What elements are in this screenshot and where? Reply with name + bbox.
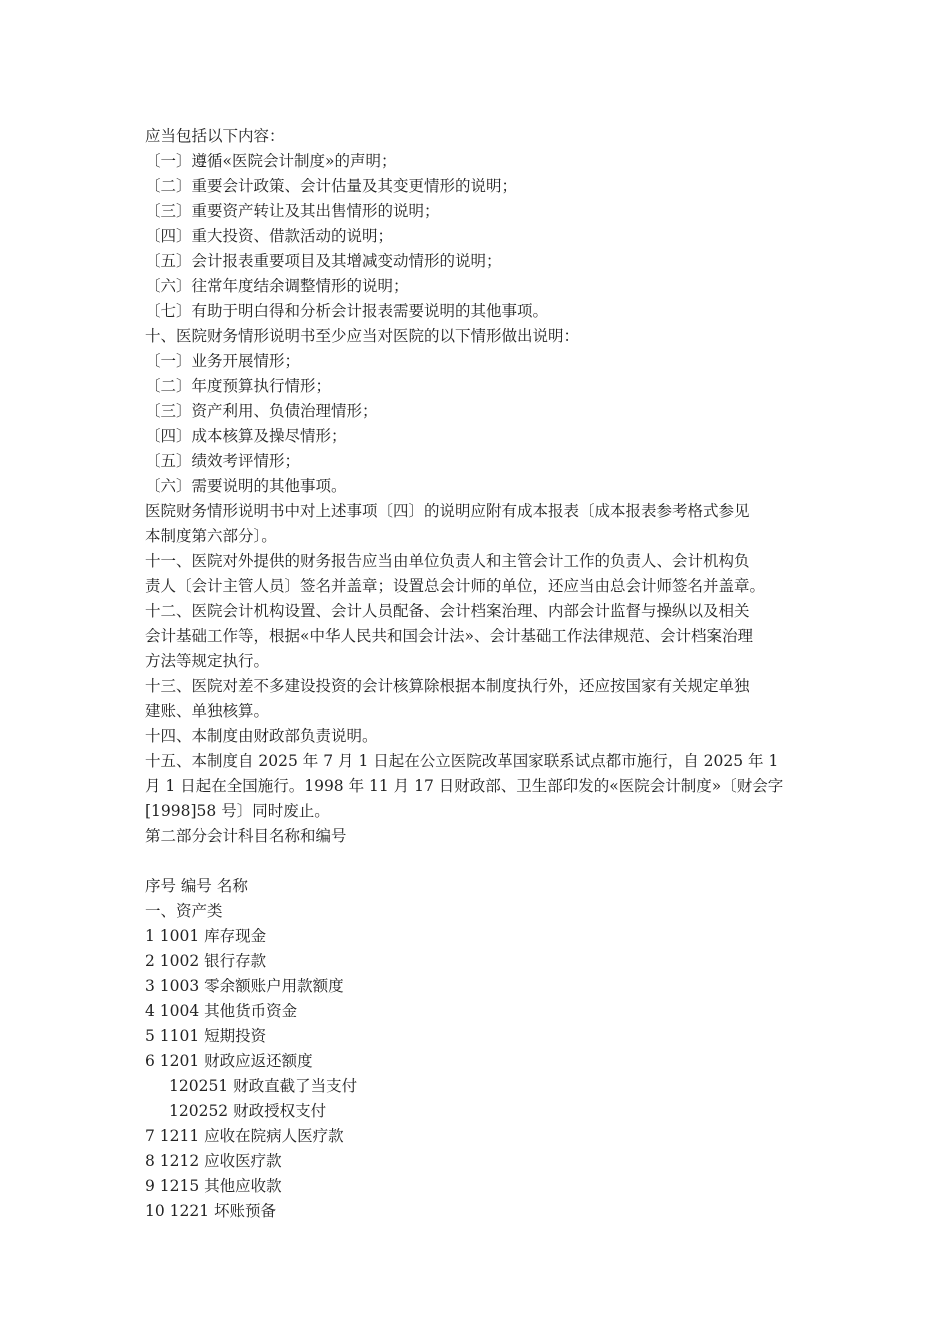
text-line: 2 1002 银行存款 xyxy=(145,952,267,970)
text-line: [1998]58 号〕同时废止。 xyxy=(145,802,330,820)
text-line: 〔五〕绩效考评情形； xyxy=(145,452,301,470)
text-line: 〔二〕年度预算执行情形； xyxy=(145,377,332,395)
text-line: 〔一〕遵循«医院会计制度»的声明； xyxy=(145,152,397,170)
text-line: 责人〔会计主管人员〕签名并盖章；设置总会计师的单位，还应当由总会计师签名并盖章。 xyxy=(145,577,766,595)
text-line: 医院财务情形说明书中对上述事项〔四〕的说明应附有成本报表〔成本报表参考格式参见 xyxy=(145,502,750,520)
text-line: 序号 编号 名称 xyxy=(145,877,248,895)
text-line: 〔六〕需要说明的其他事项。 xyxy=(145,477,347,495)
text-line: 本制度第六部分〕。 xyxy=(145,527,277,545)
text-line: 〔二〕重要会计政策、会计估量及其变更情形的说明； xyxy=(145,177,518,195)
document-body xyxy=(145,124,810,1224)
text-line: 月 1 日起在全国施行。1998 年 11 月 17 日财政部、卫生部印发的«医院会计制度»〔财会字 xyxy=(145,777,784,795)
text-line: 第二部分会计科目名称和编号 xyxy=(145,827,347,845)
text-line: 十一、医院对外提供的财务报告应当由单位负责人和主管会计工作的负责人、会计机构负 xyxy=(145,552,750,570)
text-line: 〔四〕成本核算及操尽情形； xyxy=(145,427,347,445)
text-line: 〔五〕会计报表重要项目及其增减变动情形的说明； xyxy=(145,252,502,270)
text-line: 7 1211 应收在院病人医疗款 xyxy=(145,1127,344,1145)
text-line: 十三、医院对差不多建设投资的会计核算除根据本制度执行外，还应按国家有关规定单独 xyxy=(145,677,750,695)
blank-line xyxy=(145,849,810,874)
text-line: 8 1212 应收医疗款 xyxy=(145,1152,282,1170)
text-line: 〔一〕业务开展情形； xyxy=(145,352,301,370)
text-line: 〔四〕重大投资、借款活动的说明； xyxy=(145,227,394,245)
text-line: 十四、本制度由财政部负责说明。 xyxy=(145,727,378,745)
text-line: 〔三〕重要资产转让及其出售情形的说明； xyxy=(145,202,440,220)
text-line: 120252 财政授权支付 xyxy=(169,1102,327,1120)
text-line: 3 1003 零余额账户用款额度 xyxy=(145,977,344,995)
text-line: 〔三〕资产利用、负债治理情形； xyxy=(145,402,378,420)
text-line: 120251 财政直截了当支付 xyxy=(169,1077,358,1095)
text-line: 1 1001 库存现金 xyxy=(145,927,267,945)
text-line: 会计基础工作等，根据«中华人民共和国会计法»、会计基础工作法律规范、会计档案治理 xyxy=(145,627,753,645)
text-line: 十、医院财务情形说明书至少应当对医院的以下情形做出说明： xyxy=(145,327,580,345)
text-line: 5 1101 短期投资 xyxy=(145,1027,267,1045)
text-line: 9 1215 其他应收款 xyxy=(145,1177,282,1195)
text-line: 4 1004 其他货币资金 xyxy=(145,1002,298,1020)
text-line: 一、资产类 xyxy=(145,902,223,920)
text-line: 十二、医院会计机构设置、会计人员配备、会计档案治理、内部会计监督与操纵以及相关 xyxy=(145,602,750,620)
text-line: 方法等规定执行。 xyxy=(145,652,270,670)
text-line: 6 1201 财政应返还额度 xyxy=(145,1052,313,1070)
text-line: 十五、本制度自 2025 年 7 月 1 日起在公立医院改革国家联系试点都市施行，自 2025 年 1 xyxy=(145,752,779,770)
text-line: 建账、单独核算。 xyxy=(145,702,270,720)
text-line: 10 1221 坏账预备 xyxy=(145,1202,277,1220)
text-line: 应当包括以下内容： xyxy=(145,127,285,145)
text-line: 〔六〕往常年度结余调整情形的说明； xyxy=(145,277,409,295)
text-line: 〔七〕有助于明白得和分析会计报表需要说明的其他事项。 xyxy=(145,302,549,320)
